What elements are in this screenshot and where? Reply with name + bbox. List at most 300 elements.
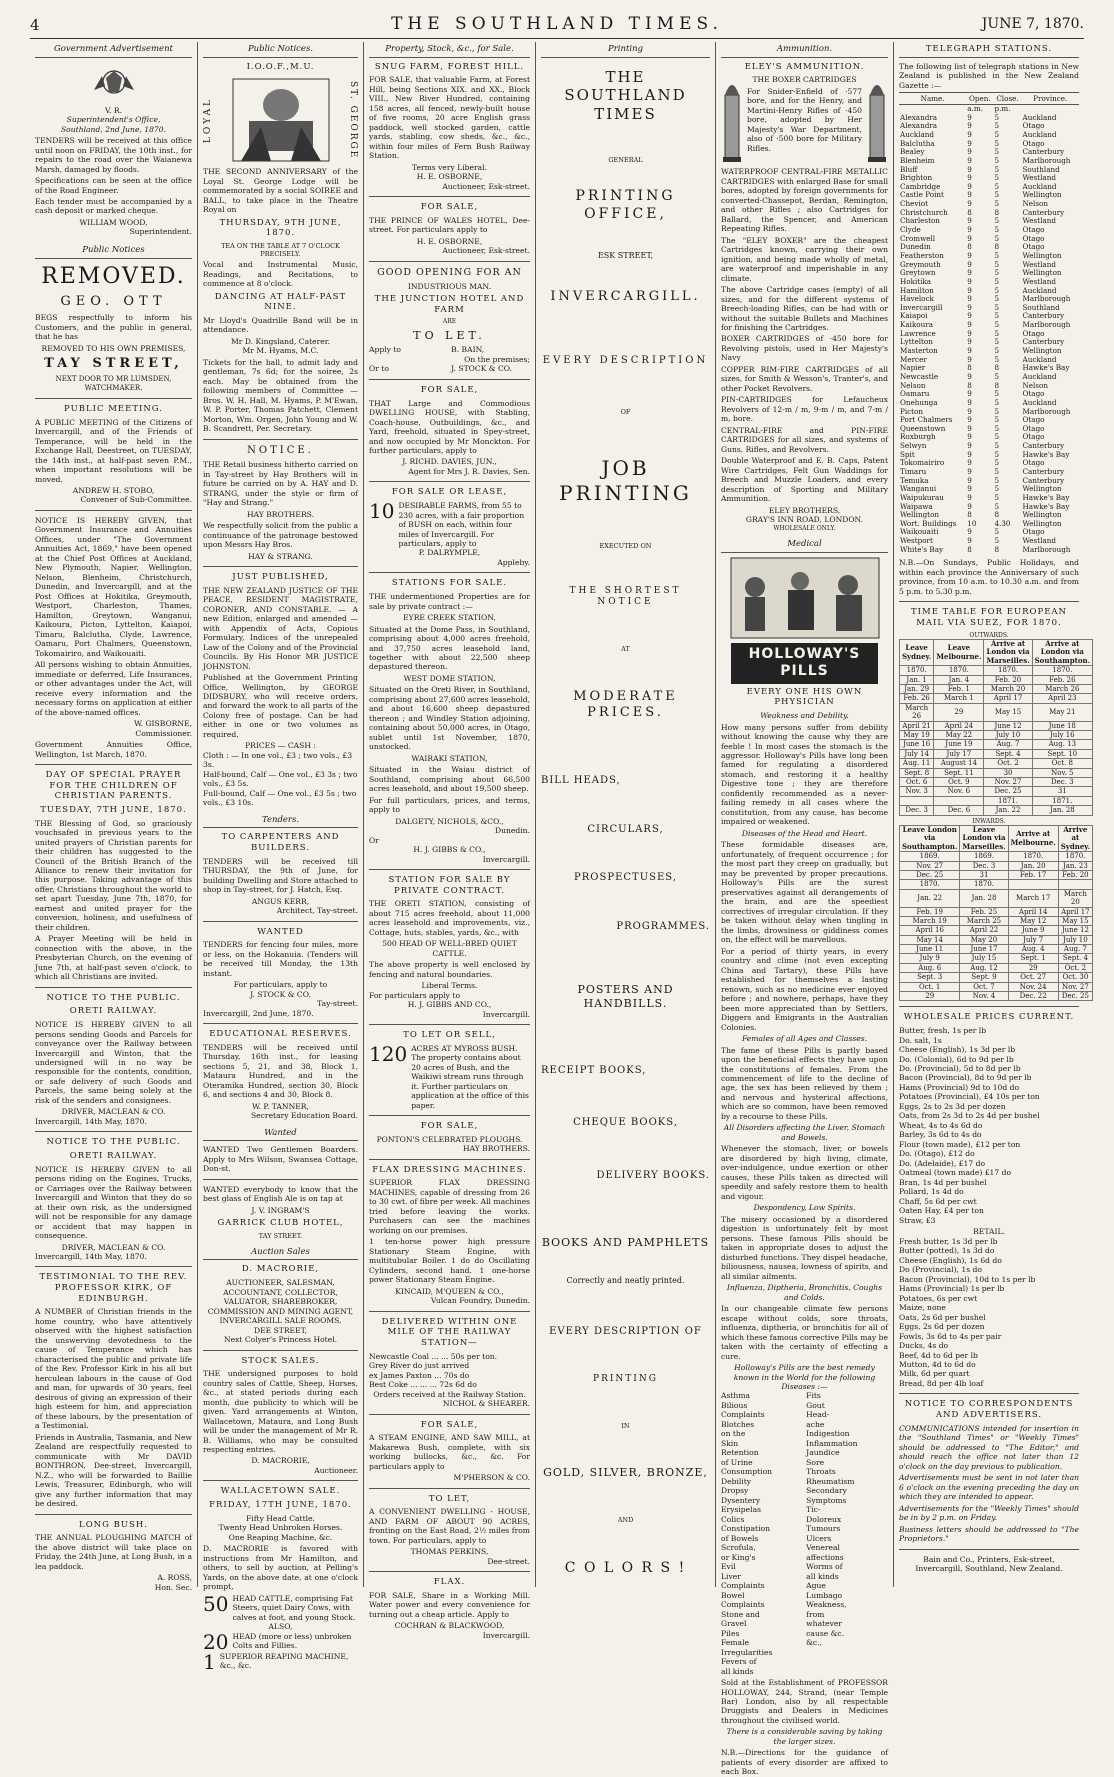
sheep-text: The above property is well enclosed by fencing and natural boundaries.	[369, 960, 530, 979]
table-cell: 8	[994, 510, 1000, 520]
table-cell: Nelson	[900, 380, 926, 390]
disease-list	[721, 1391, 888, 1676]
list-item: Tumours	[806, 1524, 841, 1534]
gold: GOLD, SILVER, BRONZE,	[543, 1465, 708, 1479]
table-cell: June 19	[934, 740, 984, 749]
wallace-title: WALLACETOWN SALE.	[220, 1486, 341, 1497]
list-item: Ulcers	[806, 1533, 832, 1543]
table-row	[900, 694, 1093, 703]
table-cell: Jan. 29	[900, 685, 934, 694]
times-title: THE SOUTHLAND TIMES	[564, 67, 687, 124]
esk: ESK STREET,	[597, 251, 654, 260]
table-cell: Canterbury	[1022, 207, 1065, 217]
table-cell: July 7	[1008, 935, 1058, 944]
table-cell: Wellington	[1022, 484, 1062, 494]
anniv-text: THE SECOND ANNIVERSARY of the Loyal St. George Lodge will be commemorated by a social SOIREE and BALL, to take place in the Theatre Royal on	[203, 167, 358, 215]
table-cell: Invercargill	[900, 302, 943, 312]
list-item: Rheumatism	[806, 1476, 855, 1486]
osborne2: H. E. OSBORNE,	[416, 236, 483, 246]
stock-sig: D. MACRORIE,	[251, 1456, 310, 1466]
flax2-title: FLAX.	[433, 1577, 466, 1588]
females-text: The fame of these Pills is partly based upon the beneficial effects they have upon the constitutions of females. From the commencement of life to the decline of age, the sex has been relieved by them ; and nervous and hysterical affections, which are so common, have been removed by a recourse to these Pills.	[721, 1045, 888, 1121]
dancing: DANCING AT HALF-PAST NINE.	[214, 291, 347, 313]
table-cell: Jan. 28	[1032, 806, 1092, 815]
table-cell: 9	[967, 294, 972, 304]
table-cell: Wort. Buildings	[900, 518, 957, 528]
coal3: ex James Paxton ... 70s do	[369, 1370, 470, 1380]
table-cell: Auckland	[1022, 130, 1057, 139]
table-row	[900, 963, 1093, 972]
table-cell: Auckland	[900, 130, 935, 139]
oreti1-text: NOTICE IS HEREBY GIVEN to all persons sending Goods and Parcels for conveyance over the Railway between Invercargill and Winton, that the undersigned will in no way be responsible for the contents, condition, or safe delivery of such Goods and Parcels, the same being solely at the risk of the senders and consignees.	[35, 1020, 192, 1105]
table-cell: Canterbury	[1022, 475, 1065, 485]
table-cell	[1058, 880, 1092, 889]
list-item: Chaff, 5s 6d per cwt	[899, 1196, 977, 1206]
and: AND	[617, 1515, 634, 1524]
table-cell: May 22	[934, 730, 984, 739]
stock-sales: STOCK SALES.	[241, 1355, 320, 1366]
column-3	[364, 42, 536, 1640]
westdome: WEST DOME STATION,	[403, 673, 496, 683]
list-item: Scrofula, or King's Evil	[721, 1543, 756, 1572]
table-row	[900, 982, 1093, 991]
posters: POSTERS AND HANDBILLS.	[577, 983, 674, 1010]
are: ARE	[442, 318, 457, 326]
table-cell: July 17	[934, 749, 984, 758]
wallace-date: FRIDAY, 17TH JUNE, 1870.	[209, 1500, 352, 1511]
stgeorge-label: ST. GEORGE	[348, 81, 358, 160]
table-cell: Auckland	[1022, 181, 1057, 191]
list-item: Bacon (Provincial), 10d to 1s per lb	[899, 1274, 1036, 1284]
table-cell: Sept. 3	[900, 973, 960, 982]
list-item: Jaundice	[806, 1448, 840, 1458]
table-cell: 9	[967, 415, 972, 425]
table-cell: 5	[994, 320, 1000, 330]
table-cell: 9	[967, 320, 972, 330]
table-cell: 9	[967, 389, 972, 399]
table-header-cell: Leave Melbourne.	[934, 640, 984, 666]
table-cell: Sept. 10	[1032, 749, 1092, 758]
table-cell: Charleston	[900, 216, 940, 226]
table-cell: 1871.	[1032, 796, 1092, 805]
geo-ott: GEO. OTT	[60, 294, 167, 310]
eley-boxer: The "ELEY BOXER" are the cheapest Cartridges known, carrying their own ignition, and being made wholly of metal, are waterproof and imperishable in any climate.	[721, 235, 888, 283]
coal2: Grey River do just arrived	[369, 1361, 470, 1371]
table-cell: 9	[967, 328, 972, 338]
table-row	[900, 666, 1093, 675]
table-cell: 9	[967, 164, 972, 174]
table-cell: Jan. 22	[984, 806, 1032, 815]
tender-text: TENDERS will be received at this office until noon on FRIDAY, the 10th inst., for repairs to the road over the Waianewa Marsh, damaged by floods.	[35, 136, 192, 174]
prices1: Cloth : — In one vol., £3 ; two vols., £3 3s.	[203, 750, 353, 770]
correctly: Correctly and neatly printed.	[566, 1275, 685, 1285]
dwelling-title: FOR SALE,	[420, 384, 479, 395]
table-row	[900, 721, 1093, 730]
list-item: Gout	[806, 1400, 825, 1410]
table-cell: Oamaru	[900, 389, 930, 399]
eley-title: ELEY'S AMMUNITION.	[744, 61, 865, 72]
list-item: Cheese (English), 1s 6d do	[899, 1255, 1002, 1265]
table-cell: Feb. 25	[960, 907, 1008, 916]
table-cell: 10	[967, 518, 977, 528]
coal4: Best Coke ... ... ... 72s 6d do	[369, 1380, 477, 1390]
list-item: Maize, none	[899, 1303, 946, 1313]
table-cell: 5	[994, 302, 1000, 312]
table-cell: April 24	[934, 721, 984, 730]
despondency: Despondency, Low Spirits.	[753, 1203, 856, 1213]
list-item: Head-ache	[806, 1410, 830, 1429]
dalrymple: P. DALRYMPLE,	[418, 548, 481, 558]
myross-num: 120	[369, 1041, 408, 1066]
edu-sig-title: Secretary Education Board.	[250, 1111, 358, 1121]
list-item: Inflammation	[806, 1438, 858, 1448]
list-item: Eggs, 2s 6d per dozen	[899, 1322, 985, 1332]
table-cell: May 15	[1058, 916, 1092, 925]
at: AT	[621, 644, 630, 653]
table-cell: 9	[967, 173, 972, 183]
quadrille: Mr Lloyd's Quadrille Band will be in attendance.	[203, 315, 358, 335]
notice-title: NOTICE.	[247, 444, 314, 456]
table-cell: April 21	[900, 721, 934, 730]
table-cell: White's Bay	[900, 544, 944, 554]
table-cell: June 17	[960, 945, 1008, 954]
table-cell: Masterton	[900, 346, 938, 356]
flax2-text: FOR SALE, Share in a Working Mill. Water power and every convenience for turning out a cheap article. Apply to	[369, 1590, 530, 1619]
table-cell: April 17	[984, 694, 1032, 703]
section-header: Government Advertisement	[35, 42, 192, 58]
to-let: TO LET.	[413, 328, 486, 342]
list-item: Eggs, 2s to 2s 3d per dozen	[899, 1101, 1006, 1111]
boxer450: BOXER CARTRIDGES of ·450 bore for Revolving pistols, used in Her Majesty's Navy	[721, 334, 888, 363]
justice-text2: Published at the Government Printing Office, Wellington, by GEORGE DIDSBURY, who will receive orders, and forward the work to all parts of the Colony free of postage. Can be had either in one or two volumes as required.	[203, 673, 358, 739]
private-title: STATION FOR SALE BY PRIVATE CONTRACT.	[388, 875, 511, 896]
table-cell: Otago	[1022, 458, 1045, 468]
table-row	[900, 926, 1093, 935]
table-cell: 9	[967, 302, 972, 312]
column-6	[894, 42, 1091, 1587]
wanted-apply: For particulars, apply to	[233, 980, 328, 990]
table-cell: March 1	[934, 694, 984, 703]
table-cell: Timaru	[900, 466, 927, 476]
table-cell: 8	[994, 544, 1000, 554]
table-cell	[1008, 880, 1058, 889]
list-item: Constipation of Bowels	[721, 1524, 770, 1543]
table-cell: Otago	[1022, 138, 1045, 148]
mpherson: M'PHERSON & CO.	[453, 1473, 530, 1483]
table-header-cell: Arrive at London via Marseilles.	[984, 640, 1032, 666]
table-cell: Canterbury	[1022, 337, 1065, 347]
wairaki: WAIRAKI STATION,	[411, 753, 488, 763]
garrick1: J. V. INGRAM'S	[251, 1205, 310, 1215]
table-cell: 5	[994, 216, 1000, 226]
table-cell: Westland	[1022, 259, 1056, 269]
table-cell: 5	[994, 484, 1000, 494]
dalgety: DALGETY, NICHOLS, &CO.,	[395, 816, 504, 826]
list-item: Lumbago	[806, 1590, 843, 1600]
table-cell: Canterbury	[1022, 466, 1065, 476]
prayer-title: DAY OF SPECIAL PRAYER FOR THE CHILDREN OF CHRISTIAN PARENTS.	[45, 770, 182, 802]
lodge-emblem	[203, 75, 358, 165]
next-door: NEXT DOOR TO MR LUMSDEN, WATCHMAKER.	[55, 375, 172, 393]
liver: All Disorders affecting the Liver, Stomach and Bowels.	[723, 1123, 886, 1142]
table-row	[900, 870, 1093, 879]
list-item: Bowel Complaints	[721, 1590, 765, 1610]
table-cell: Canterbury	[1022, 441, 1065, 451]
central: CENTRAL-FIRE and PIN-FIRE CARTRIDGES for all sizes, and systems of Guns, Rifles, and Revolvers.	[721, 425, 888, 454]
table-cell: Oct. 1	[900, 982, 960, 991]
garrick2: GARRICK CLUB HOTEL,	[217, 1218, 344, 1229]
longbush-sig-title: Hon. Sec.	[154, 1582, 192, 1592]
table-cell	[900, 796, 934, 805]
table-cell: April 22	[960, 926, 1008, 935]
driver2-date: Invercargill, 14th May, 1870.	[35, 1252, 147, 1261]
general: GENERAL	[608, 155, 643, 164]
justice-text: THE NEW ZEALAND JUSTICE OF THE PEACE, RESIDENT MAGISTRATE, CORONER, AND CONSTABLE. — A new Edition, enlarged and amended — with Appendix of Acts, Copious Formulary, Indices of the unrepealed Law of the Colony and of the Provincial Councils. By His Honor MR JUSTICE JOHNSTON.	[203, 585, 358, 671]
wholesale-list	[899, 1026, 1079, 1225]
receipt: RECEIPT BOOKS,	[541, 1064, 647, 1076]
table-cell: 5	[994, 190, 1000, 200]
table-row	[900, 777, 1093, 786]
table-row	[900, 730, 1093, 739]
table-cell: Sept. 4	[984, 749, 1032, 758]
or-to: Or to	[369, 364, 389, 374]
list-item: Do. (Otago), £12 do	[899, 1149, 975, 1159]
list-item: Potatoes (Provincial), £4 10s per ton	[899, 1092, 1040, 1102]
table-cell: Balclutha	[900, 138, 935, 148]
list-item: Do. (Colonial), 6d to 9d per lb	[899, 1054, 1014, 1064]
table-cell: Feb. 17	[1008, 870, 1058, 879]
col-close: Close.	[993, 93, 1021, 105]
full-part: For full particulars, prices, and terms, apply to	[369, 795, 530, 815]
table-header-cell: Leave Sydney.	[900, 640, 934, 666]
table-cell: 8	[994, 363, 1000, 373]
opening1: GOOD OPENING FOR AN	[377, 266, 522, 278]
list-item: Oats, from 2s 3d to 2s 4d per bushel	[899, 1111, 1040, 1121]
table-cell: Marlborough	[1022, 406, 1071, 416]
waterproof: WATERPROOF CENTRAL-FIRE METALLIC CARTRIDGES with enlarged Base for small bores, adopted by foreign governments for converted-Chassepot, Berdan, Remington, and other Rifles ; also Cartridges for Ballard, the Spencer, and American Repeating Rifles.	[721, 167, 888, 234]
table-cell: Marlborough	[1022, 544, 1071, 554]
of: OF	[620, 407, 631, 416]
hay-bros: HAY BROTHERS.	[246, 509, 315, 519]
flax-title: FLAX DRESSING MACHINES.	[372, 1164, 527, 1175]
table-cell: 31	[960, 870, 1008, 879]
table-cell: 1870.	[984, 666, 1032, 675]
colyer: Next Colyer's Princess Hotel.	[223, 1335, 338, 1345]
table-cell: Mercer	[900, 354, 927, 364]
table-cell: Hokitika	[900, 276, 932, 286]
table-cell: Otago	[1022, 225, 1045, 235]
table-cell: 5	[994, 155, 1000, 165]
table-cell: 5	[994, 311, 1000, 321]
section-header: Wanted	[203, 1126, 358, 1142]
table-cell: 9	[967, 190, 972, 200]
table-cell: Aug. 6	[900, 963, 960, 972]
table-cell: Castle Point	[900, 190, 944, 200]
edu-text: TENDERS will be received until Thursday, 16th inst., for leasing sections 5, 21, and 38, Block 1, Mataura Hundred, and in the Oteramika Hundred, section 30, Block 6, and sections 4 and 30, Block 8.	[203, 1042, 358, 1100]
pin: PIN-CARTRIDGES for Lefaucheux Revolvers of 12-m / m, 9-m / m, and 7-m / m, bore.	[721, 395, 888, 424]
table-cell: Hawke's Bay	[1022, 363, 1070, 373]
caterer: Mr D. Kingsland, Caterer.	[231, 336, 330, 346]
table-cell: Wellington	[1022, 518, 1062, 528]
table-cell: 5	[994, 130, 1000, 139]
list-item: Ague	[806, 1581, 826, 1591]
table-cell: Otago	[1022, 415, 1045, 425]
table-row	[900, 907, 1093, 916]
table-cell: 8	[967, 242, 972, 252]
list-item: Colics	[721, 1514, 745, 1524]
oreti-railway-1: ORETI RAILWAY.	[69, 1006, 158, 1017]
table-row	[900, 973, 1093, 982]
list-item: Secondary Symptoms	[806, 1486, 847, 1505]
prince-text: THE PRINCE OF WALES HOTEL, Dee-street. For particulars apply to	[369, 215, 530, 235]
every: EVERY DESCRIPTION	[542, 355, 709, 367]
edu-sig: W. P. TANNER,	[252, 1101, 309, 1111]
list-item: Fresh butter, 1s 3d per lb	[899, 1236, 998, 1246]
table-row	[900, 954, 1093, 963]
perkins-addr: Dee-street.	[487, 1556, 530, 1566]
col-province: Province.	[1022, 93, 1080, 105]
liver-text: Whenever the stomach, liver, or bowels are disordered by high living, climate, over-indulgence, undue exertion or other causes, these Pills taken as directed will speedily and safely restore them to health and vigour.	[721, 1144, 888, 1201]
table-cell: 1869.	[900, 852, 960, 861]
osborne2-title: Auctioneer, Esk-street.	[442, 246, 530, 256]
table-cell: 5	[994, 492, 1000, 502]
table-cell: 5	[994, 147, 1000, 157]
cheque: CHEQUE BOOKS,	[573, 1117, 678, 1129]
females: Females of all Ages and Classes.	[741, 1034, 868, 1044]
table-cell: Auckland	[1022, 397, 1057, 407]
table-cell: Temuka	[900, 475, 929, 485]
moderate: MODERATE PRICES.	[573, 688, 678, 720]
crest-letters: V. R.	[104, 105, 123, 115]
thirty: For a period of thirty years, in every country and clime (not even excepting China and Tartary), these Pills have established for themselves a lasting renown, such as no medicine ever enjoyed before ; and nowhere, perhaps, have they been more appreciated than by Settlers, Diggers and Emigrants in the Australian Colonies.	[721, 946, 888, 1032]
meeting-sig: ANDREW H. STOBO,	[72, 486, 155, 495]
flax-text: SUPERIOR FLAX DRESSING MACHINES, capable of dressing from 26 to 30 cwt. of fibre per week. All machines tried before leaving the works. Purchasers can see the machines working on our premises.	[369, 1178, 530, 1235]
column-5	[716, 42, 894, 1777]
annuity-sig: W. GISBORNE,	[134, 719, 192, 729]
cartridge-icon	[721, 75, 743, 165]
table-cell: Nelson	[1022, 199, 1048, 209]
justice-title: JUST PUBLISHED,	[232, 572, 329, 583]
table-cell: July 15	[960, 954, 1008, 963]
list-item: Hams (Provincial) 9d to 10d do	[899, 1082, 1020, 1092]
table-cell: April 23	[1032, 694, 1092, 703]
table-cell: Dec. 6	[934, 806, 984, 815]
table-cell: 5	[994, 164, 1000, 174]
table-cell: Dec. 22	[1008, 992, 1058, 1001]
snug-title: SNUG FARM, FOREST HILL.	[374, 61, 525, 72]
hay-text: We respectfully solicit from the public a continuance of the patronage bestowed upon Messrs Hay Bros.	[203, 521, 358, 550]
list-item: Oaten Hay, £4 per ton	[899, 1206, 984, 1216]
table-row	[899, 217, 1079, 226]
table-cell: Jan. 28	[960, 889, 1008, 907]
jstock: J. STOCK & CO.	[451, 364, 512, 374]
table-cell: Oct. 2	[984, 759, 1032, 768]
corr-text4: Business letters should be addressed to "The Proprietors."	[899, 1524, 1079, 1544]
table-cell: 8	[994, 207, 1000, 217]
let-title: TO LET,	[428, 1493, 471, 1504]
table-cell: 5	[994, 415, 1000, 425]
table-cell: Auckland	[1022, 285, 1057, 295]
ale: WANTED everybody to know that the best glass of English Ale is on tap at	[203, 1184, 358, 1204]
section-header: Property, Stock, &c., for Sale.	[369, 42, 530, 58]
table-cell: 5	[994, 371, 1000, 381]
table-cell: Havelock	[900, 294, 934, 304]
list-item: Barley, 3s 6d to 4s do	[899, 1130, 982, 1140]
programmes: PROGRAMMES.	[616, 920, 710, 932]
plough: PONTON'S CELEBRATED PLOUGHS.	[376, 1134, 523, 1144]
gibbs1: H. J. GIBBS & CO.,	[413, 845, 486, 855]
table-row	[900, 749, 1093, 758]
list-item: Oats, 2s 6d per bushel	[899, 1312, 986, 1322]
longbush-text: THE ANNUAL PLOUGHING MATCH of the above district will take place on Friday, the 24th June, at Long Bush, in a lea paddock.	[35, 1533, 192, 1571]
list-item: Milk, 6d per quart	[899, 1369, 970, 1379]
table-cell: 5	[994, 389, 1000, 399]
sold: Sold at the Establishment of PROFESSOR HOLLOWAY, 244, Strand, (near Temple Bar) London, also by all respectable Druggists and Dealers in Medicines throughout the civilised world.	[721, 1678, 888, 1725]
table-cell: 31	[1032, 787, 1092, 796]
table-cell: 5	[994, 423, 1000, 433]
table-cell: Spit	[900, 449, 915, 459]
kincaid: KINCAID, M'QUEEN & CO.,	[395, 1286, 504, 1296]
delivery: DELIVERY BOOKS.	[596, 1169, 710, 1181]
list-item: Blotches on the Skin	[721, 1419, 755, 1448]
nb: N.B.—Directions for the guidance of patients of every disorder are affixed to each Box.	[721, 1748, 888, 1777]
list-item: Flour (town made), £12 per ton	[899, 1139, 1021, 1149]
table-cell: 5	[994, 199, 1000, 209]
table-cell: Brighton	[900, 173, 933, 183]
table-cell: 5	[994, 449, 1000, 459]
table-cell: Westland	[1022, 216, 1056, 226]
carp-title: TO CARPENTERS AND BUILDERS.	[221, 832, 340, 854]
flax-items: 1 ten-horse power high pressure Stationary Steam Engine, with multitubular Boiler. 1 do do Oscillating Cylinders, second hand. 1 one-horse power Stationary Steam Engine.	[369, 1237, 530, 1285]
table-cell: 9	[967, 276, 972, 286]
table-cell: Jan. 4	[934, 675, 984, 684]
corr-title: NOTICE TO CORRESPONDENTS AND ADVERTISERS.	[904, 1399, 1074, 1421]
table-row	[900, 685, 1093, 694]
table-cell: 5	[994, 112, 1000, 122]
table-cell: Southland	[1022, 302, 1060, 312]
table-cell: 5	[994, 466, 1000, 476]
issue-date: JUNE 7, 1870.	[981, 16, 1084, 32]
coal1: Newcastle Coal ... ... 50s per ton.	[369, 1351, 498, 1361]
list-item: Bilious Complaints	[721, 1400, 765, 1420]
table-row	[900, 675, 1093, 684]
page-number: 4	[30, 16, 40, 34]
table-cell: Kaikoura	[900, 320, 933, 330]
table-cell: Marlborough	[1022, 155, 1071, 165]
table-cell: 9	[967, 225, 972, 235]
signature: WILLIAM WOOD,	[79, 217, 148, 227]
table-cell: Clyde	[900, 225, 921, 235]
removed-to: REMOVED TO HIS OWN PREMISES,	[41, 343, 186, 353]
annuity-text2: All persons wishing to obtain Annuities, immediate or deferred, Life Insurances, or other advantages under the Act, will receive every information and the necessary forms on application at either of the above-named offices.	[35, 660, 192, 717]
table-cell: 9	[967, 155, 972, 165]
davies: J. RICHD. DAVIES, JUN.,	[402, 457, 497, 467]
table-cell: Waipukurau	[900, 492, 944, 502]
table-cell: May 14	[900, 935, 960, 944]
list-item: Stone and Gravel	[721, 1609, 760, 1629]
steam-title: FOR SALE,	[420, 1419, 479, 1430]
table-cell: 5	[994, 354, 1000, 364]
table-cell: Alexandra	[900, 121, 938, 131]
table-cell: 5	[994, 337, 1000, 347]
copper: COPPER RIM-FIRE CARTRIDGES of all sizes, for Smith & Wesson's, Tranter's, and other Pocket Revolvers.	[721, 364, 888, 393]
table-cell: Picton	[900, 406, 924, 416]
weakness: Weakness and Debility.	[760, 711, 849, 721]
osborne1-title: Auctioneer, Esk-street.	[442, 181, 530, 191]
office-date: Southland, 2nd June, 1870.	[60, 124, 167, 134]
shortest: THE SHORTEST NOTICE	[569, 586, 682, 608]
table-cell: 1869.	[960, 852, 1008, 861]
